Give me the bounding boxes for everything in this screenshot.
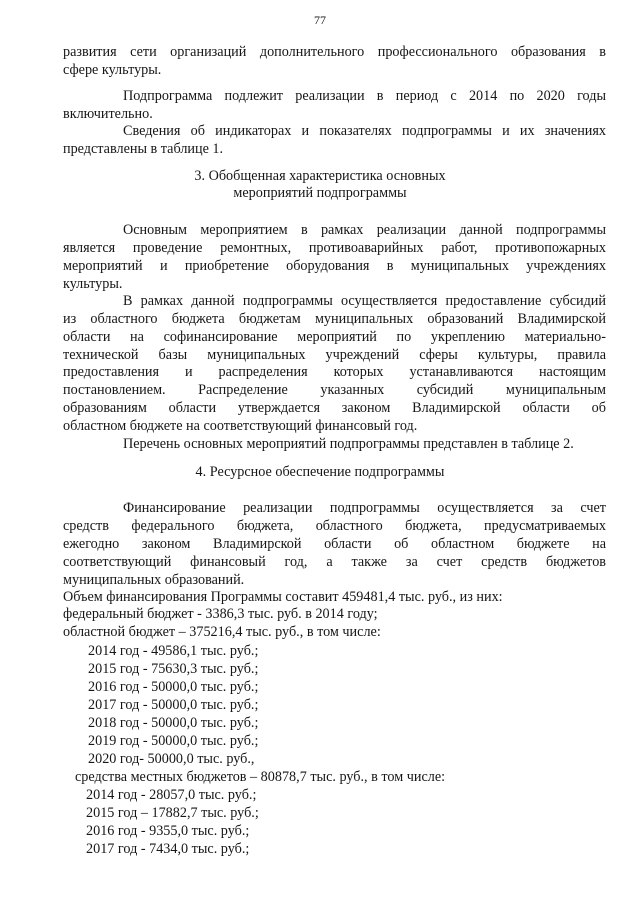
paragraph-line: предоставления и распределения которых устанавливаются настоящим xyxy=(63,364,606,380)
section-heading: 3. Обобщенная характеристика основных xyxy=(194,168,446,184)
budget-year-item: 2015 год - 75630,3 тыс. руб.; xyxy=(88,661,259,677)
paragraph-line: области на софинансирование мероприятий по укреплению материально- xyxy=(63,329,606,345)
paragraph-line: постановлением. Распределение указанных субсидий муниципальным xyxy=(63,382,606,398)
paragraph-line: сфере культуры. xyxy=(63,62,162,78)
paragraph-line: образованиям области утверждается законом Владимирской области об xyxy=(63,400,606,416)
budget-year-item: 2019 год - 50000,0 тыс. руб.; xyxy=(88,733,259,749)
paragraph-line: включительно. xyxy=(63,106,153,122)
paragraph-line: мероприятий и приобретение оборудования в муниципальных учреждениях xyxy=(63,258,606,274)
paragraph-line: Основным мероприятием в рамках реализации данной подпрограммы xyxy=(123,222,606,238)
budget-year-item: 2016 год - 50000,0 тыс. руб.; xyxy=(88,679,259,695)
paragraph-line: ежегодно законом Владимирской области об областном бюджете на xyxy=(63,536,606,552)
paragraph-line: средств федерального бюджета, областного бюджета, предусматриваемых xyxy=(63,518,606,534)
paragraph-line: представлены в таблице 1. xyxy=(63,141,224,157)
budget-year-item: 2017 год - 7434,0 тыс. руб.; xyxy=(86,841,250,857)
paragraph-line: является проведение ремонтных, противоаварийных работ, противопожарных xyxy=(63,240,606,256)
page-number: 77 xyxy=(314,13,326,27)
paragraph-line: муниципальных образований. xyxy=(63,572,245,588)
budget-year-item: 2018 год - 50000,0 тыс. руб.; xyxy=(88,715,259,731)
section-heading: мероприятий подпрограммы xyxy=(233,185,407,201)
paragraph-line: Объем финансирования Программы составит 459481,4 тыс. руб., из них: xyxy=(63,589,503,605)
paragraph-line: Подпрограмма подлежит реализации в период с 2014 по 2020 годы xyxy=(123,88,606,104)
paragraph-line: развития сети организаций дополнительного профессионального образования в xyxy=(63,44,606,60)
budget-year-item: 2016 год - 9355,0 тыс. руб.; xyxy=(86,823,250,839)
paragraph-line: Финансирование реализации подпрограммы осуществляется за счет xyxy=(123,500,606,516)
budget-year-item: 2017 год - 50000,0 тыс. руб.; xyxy=(88,697,259,713)
paragraph-line: В рамках данной подпрограммы осуществляется предоставление субсидий xyxy=(123,293,606,309)
paragraph-line: Сведения об индикаторах и показателях подпрограммы и их значениях xyxy=(123,123,606,139)
budget-year-item: 2014 год - 49586,1 тыс. руб.; xyxy=(88,643,259,659)
paragraph-line: федеральный бюджет - 3386,3 тыс. руб. в 2014 году; xyxy=(63,606,378,622)
paragraph-line: областной бюджет – 375216,4 тыс. руб., в том числе: xyxy=(63,624,381,640)
paragraph-line: технической базы муниципальных учреждений сферы культуры, правила xyxy=(63,347,606,363)
budget-year-item: 2020 год- 50000,0 тыс. руб., xyxy=(88,751,255,767)
section-heading: 4. Ресурсное обеспечение подпрограммы xyxy=(195,464,445,480)
budget-year-item: 2014 год - 28057,0 тыс. руб.; xyxy=(86,787,257,803)
paragraph-line: областном бюджете на соответствующий финансовый год. xyxy=(63,418,418,434)
paragraph-line: соответствующий финансовый год, а также за счет средств бюджетов xyxy=(63,554,606,570)
paragraph-line: из областного бюджета бюджетам муниципальных образований Владимирской xyxy=(63,311,606,327)
paragraph-line: средства местных бюджетов – 80878,7 тыс. руб., в том числе: xyxy=(75,769,446,785)
paragraph-line: культуры. xyxy=(63,276,123,292)
paragraph-line: Перечень основных мероприятий подпрограммы представлен в таблице 2. xyxy=(123,436,574,452)
budget-year-item: 2015 год – 17882,7 тыс. руб.; xyxy=(86,805,259,821)
